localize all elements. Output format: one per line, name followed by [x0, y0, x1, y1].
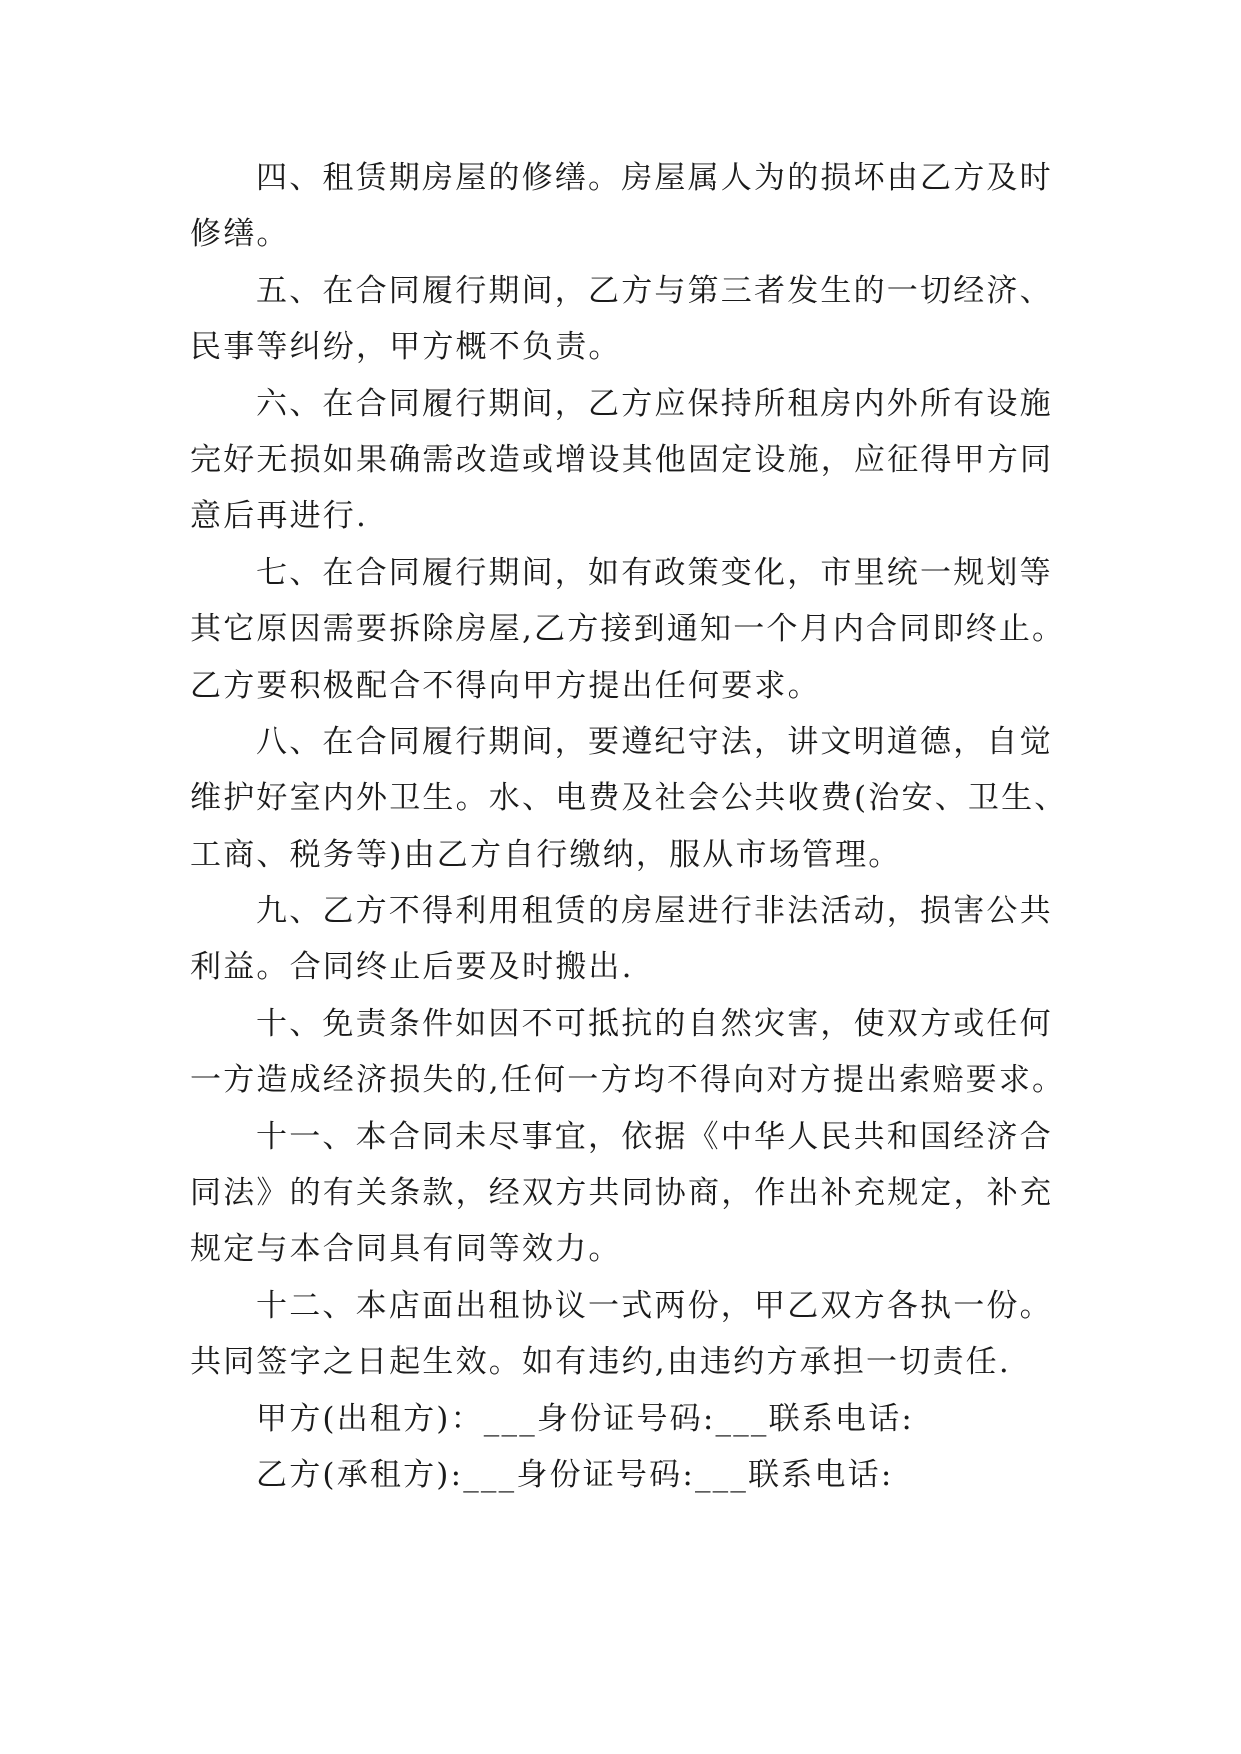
text-line: 民事等纠纷，甲方概不负责。 [190, 329, 622, 366]
text-line: 四、租赁期房屋的修缮。房屋属人为的损坏由乙方及时 [256, 160, 1053, 196]
text-line: 其它原因需要拆除房屋,乙方接到通知一个月内合同即终止。 [190, 611, 1066, 648]
clause-4 [190, 150, 1070, 263]
text-line: 乙方要积极配合不得向甲方提出任何要求。 [190, 667, 821, 704]
text-line: 一方造成经济损失的,任何一方均不得向对方提出索赔要求。 [190, 1062, 1066, 1099]
text-line: 十二、本店面出租协议一式两份，甲乙双方各执一份。 [256, 1287, 1053, 1324]
clause-11 [190, 1109, 1070, 1278]
text-line: 修缮。 [190, 216, 290, 253]
text-line: 八、在合同履行期间，要遵纪守法，讲文明道德，自觉 [256, 723, 1053, 760]
clause-8 [190, 714, 1070, 883]
text-line: 同法》的有关条款，经双方共同协商，作出补充规定，补充 [190, 1175, 1054, 1212]
text-line: 九、乙方不得利用租赁的房屋进行非法活动，损害公共 [256, 893, 1053, 930]
text-line: 维护好室内外卫生。水、电费及社会公共收费(治安、卫生、 [190, 780, 1068, 817]
clause-6 [190, 376, 1070, 545]
party-a-signature-line [190, 1391, 1070, 1447]
text-line: 利益。合同终止后要及时搬出. [190, 949, 634, 986]
text-line: 六、在合同履行期间，乙方应保持所租房内外所有设施 [256, 385, 1053, 422]
text-line: 共同签字之日起生效。如有违约,由违约方承担一切责任. [190, 1344, 1011, 1381]
text-line: 甲方(出租方)：___身份证号码:___联系电话: [256, 1400, 915, 1437]
text-line: 十、免责条件如因不可抵抗的自然灾害，使双方或任何 [256, 1005, 1053, 1042]
text-line: 乙方(承租方):___身份证号码:___联系电话: [256, 1456, 894, 1493]
clause-5 [190, 263, 1070, 376]
party-b-signature-line [190, 1447, 1070, 1503]
text-line: 意后再进行. [190, 498, 369, 535]
text-line: 完好无损如果确需改造或增设其他固定设施，应征得甲方同 [190, 441, 1054, 478]
clause-7 [190, 545, 1070, 714]
text-line: 规定与本合同具有同等效力。 [190, 1231, 622, 1268]
text-line: 十一、本合同未尽事宜，依据《中华人民共和国经济合 [256, 1118, 1053, 1155]
clause-12 [190, 1278, 1070, 1391]
text-line: 五、在合同履行期间，乙方与第三者发生的一切经济、 [256, 272, 1053, 309]
clause-9 [190, 883, 1070, 996]
text-line: 工商、税务等)由乙方自行缴纳，服从市场管理。 [190, 836, 902, 873]
clause-10 [190, 996, 1070, 1109]
text-line: 七、在合同履行期间，如有政策变化，市里统一规划等 [256, 554, 1053, 591]
document-body [190, 150, 1070, 1503]
